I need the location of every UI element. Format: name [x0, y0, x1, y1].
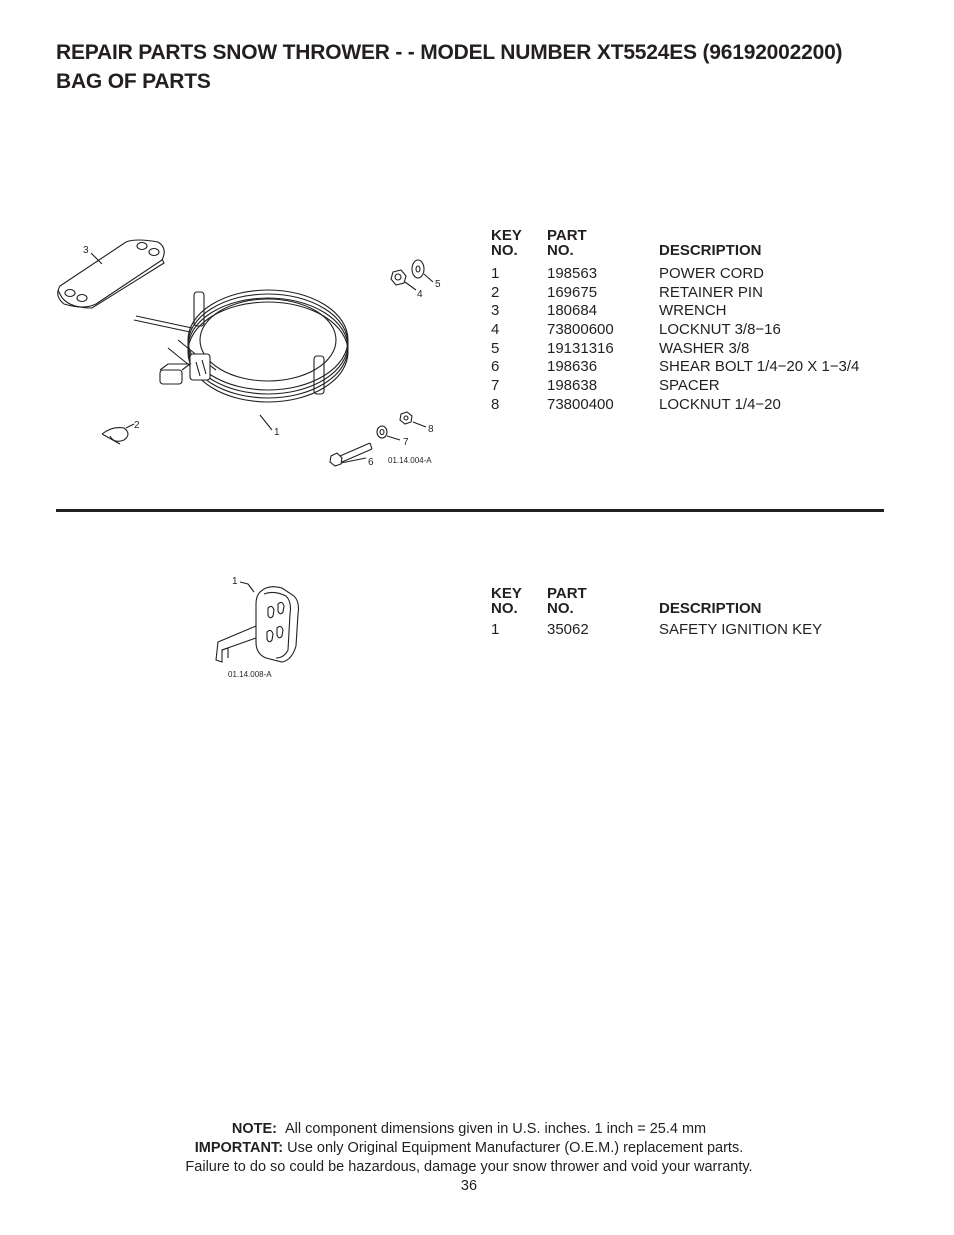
- description-cell: LOCKNUT 1/4−20: [659, 395, 781, 413]
- bag-of-parts-drawing: [50, 230, 470, 480]
- title-line-2: BAG OF PARTS: [56, 70, 211, 93]
- table-row: [491, 340, 891, 359]
- power-cord-drawing: [134, 290, 348, 402]
- figure-code: 01.14.004-A: [388, 456, 432, 465]
- part-header-line-2: NO.: [547, 242, 574, 259]
- key-header-line-2: NO.: [491, 600, 518, 617]
- parts-table: [491, 228, 891, 415]
- part-header-line-2: NO.: [547, 600, 574, 617]
- table-row: [491, 621, 891, 640]
- callout-3: 3: [83, 245, 89, 256]
- key-cell: 1: [491, 265, 500, 282]
- part-header-line-1: PART: [547, 585, 587, 602]
- parts-table-header: [491, 586, 891, 618]
- key-header-line-1: KEY: [491, 585, 522, 602]
- note-line: [0, 1120, 938, 1139]
- part-cell: 198563: [547, 265, 598, 282]
- part-cell: 35062: [547, 621, 589, 638]
- locknut-1-4-drawing: [400, 412, 412, 424]
- important-text: Use only Original Equipment Manufacturer (O.E.M.) replacement parts.: [287, 1140, 744, 1156]
- callout-1: 1: [274, 427, 280, 438]
- note-text: All component dimensions given in U.S. inches. 1 inch = 25.4 mm: [285, 1121, 707, 1137]
- description-cell: WASHER 3/8: [659, 339, 750, 357]
- callout-1: 1: [232, 576, 238, 587]
- key-cell: 6: [491, 358, 500, 376]
- important-label: IMPORTANT:: [194, 1140, 284, 1156]
- key-cell: 5: [491, 339, 500, 357]
- page-title: [56, 38, 842, 96]
- table-row: [491, 377, 891, 396]
- callout-5: 5: [435, 279, 441, 290]
- figure-code: 01.14.008-A: [228, 670, 272, 679]
- callout-4: 4: [417, 289, 423, 300]
- table-row: [491, 265, 891, 284]
- page-footer: [0, 1120, 938, 1196]
- callout-7: 7: [403, 437, 409, 448]
- description-cell: LOCKNUT 3/8−16: [659, 321, 781, 339]
- part-cell: 198638: [547, 377, 598, 395]
- important-line: [0, 1139, 938, 1158]
- description-cell: POWER CORD: [659, 265, 764, 282]
- key-header-line-2: NO.: [491, 242, 518, 259]
- description-header: DESCRIPTION: [659, 242, 762, 259]
- part-cell: 73800400: [547, 395, 614, 413]
- table-row: [491, 396, 891, 415]
- table-row: [491, 321, 891, 340]
- key-cell: 4: [491, 321, 500, 339]
- ignition-key-drawing: [210, 570, 330, 690]
- key-cell: 7: [491, 377, 500, 395]
- note-label: NOTE:: [231, 1121, 277, 1137]
- warning-line: Failure to do so could be hazardous, damage your snow thrower and void your warranty.: [185, 1159, 753, 1175]
- key-header-line-1: KEY: [491, 227, 522, 244]
- part-cell: 180684: [547, 302, 598, 320]
- description-cell: SAFETY IGNITION KEY: [659, 621, 823, 638]
- callout-8: 8: [428, 424, 434, 435]
- title-line-1: REPAIR PARTS SNOW THROWER - - MODEL NUMBER XT5524ES (96192002200): [56, 41, 843, 64]
- part-cell: 169675: [547, 283, 598, 301]
- page-number: 36: [460, 1178, 478, 1194]
- key-cell: 3: [491, 302, 500, 320]
- part-cell: 198636: [547, 358, 598, 376]
- description-cell: SHEAR BOLT 1/4−20 X 1−3/4: [659, 358, 860, 376]
- spacer-drawing: [377, 426, 387, 438]
- key-cell: 8: [491, 395, 500, 413]
- key-cell: 1: [491, 621, 500, 638]
- section-divider: [56, 509, 884, 512]
- description-cell: SPACER: [659, 377, 720, 395]
- locknut-3-8-drawing: [391, 270, 406, 285]
- table-row: [491, 358, 891, 377]
- key-cell: 2: [491, 283, 500, 301]
- ignition-key-parts-table: [491, 586, 891, 640]
- washer-drawing: [412, 260, 424, 278]
- description-cell: RETAINER PIN: [659, 283, 763, 301]
- description-cell: WRENCH: [659, 302, 727, 320]
- part-header-line-1: PART: [547, 227, 587, 244]
- part-cell: 19131316: [547, 339, 614, 357]
- callout-6: 6: [368, 457, 374, 468]
- parts-table-header: [491, 228, 891, 260]
- retainer-pin-drawing: [102, 428, 128, 444]
- bag-of-parts-illustration: [50, 230, 470, 480]
- part-cell: 73800600: [547, 321, 614, 339]
- callout-2: 2: [134, 420, 140, 431]
- description-header: DESCRIPTION: [659, 600, 762, 617]
- table-row: [491, 284, 891, 303]
- ignition-key-illustration: [210, 570, 330, 690]
- shear-bolt-drawing: [330, 443, 372, 466]
- wrench-drawing: [58, 240, 165, 308]
- table-row: [491, 302, 891, 321]
